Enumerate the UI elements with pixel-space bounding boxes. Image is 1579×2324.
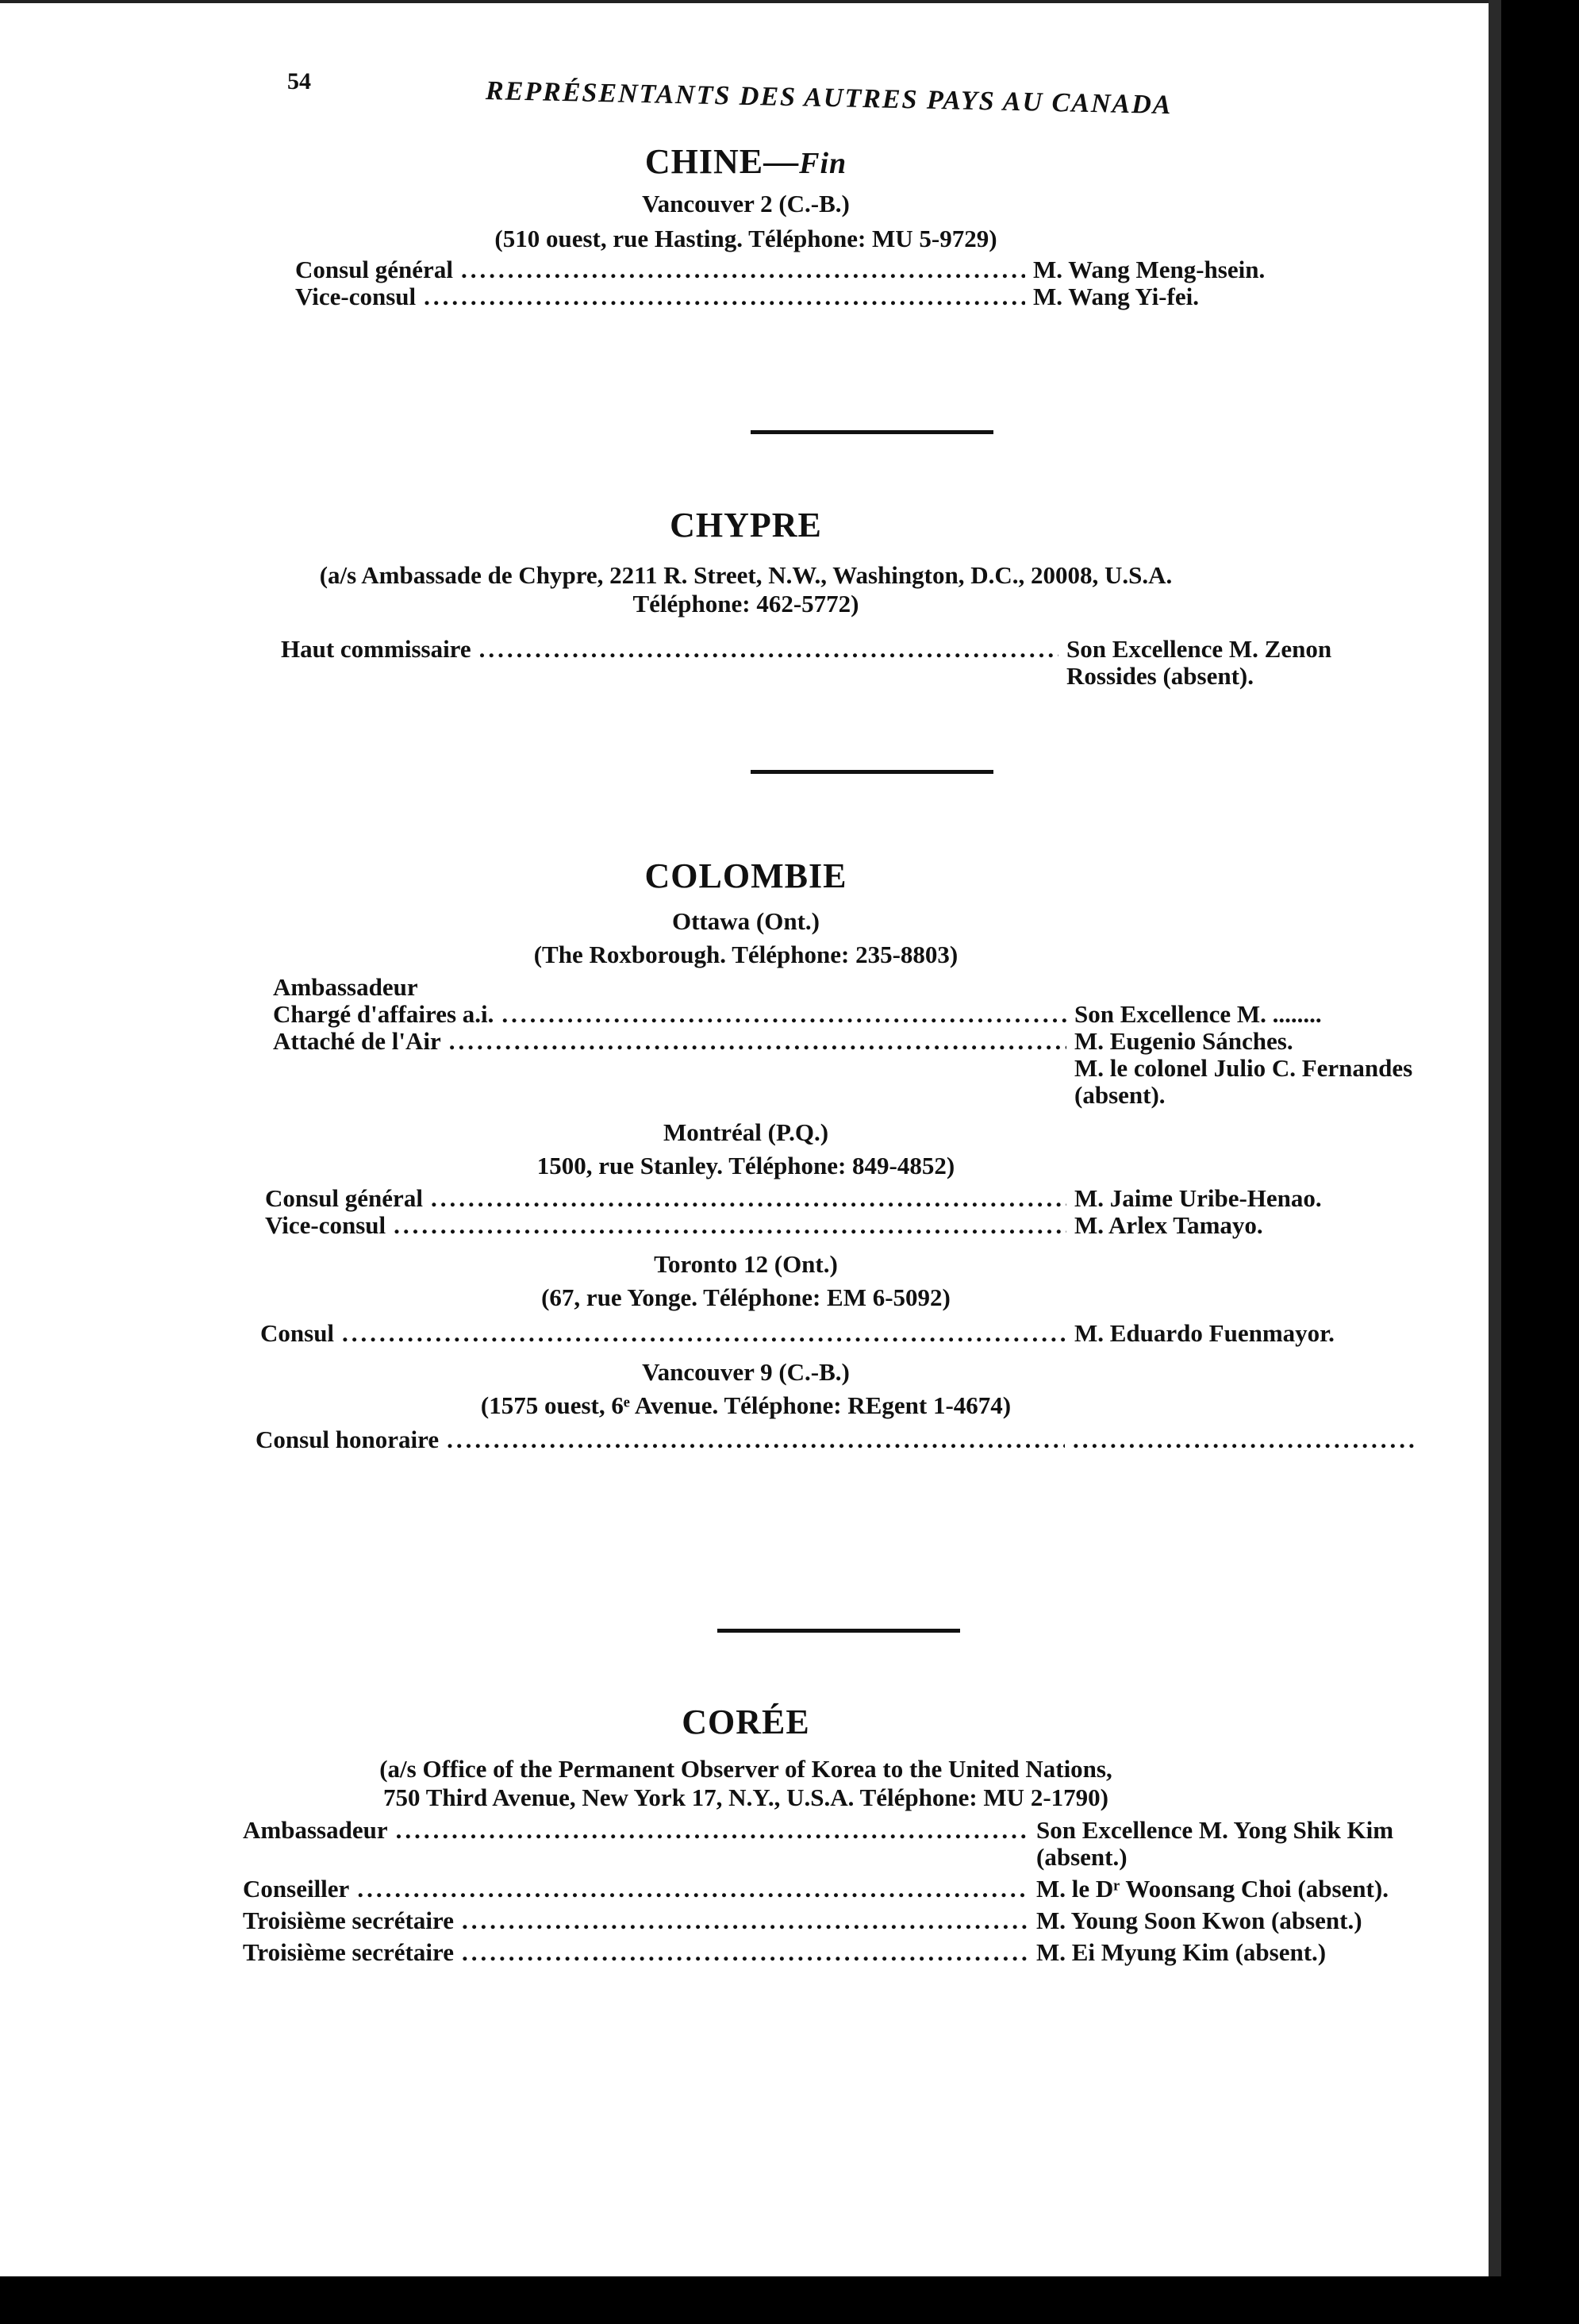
staff-name: M. Jaime Uribe-Henao. [1074, 1184, 1322, 1212]
staff-name: M. Eugenio Sánches. [1074, 1027, 1293, 1055]
staff-title: Consul général [295, 256, 453, 283]
dot-leader [479, 636, 1058, 663]
staff-entry [243, 1907, 1417, 1934]
section-coree [0, 1702, 1492, 1966]
dot-leader [462, 1907, 1028, 1934]
section-divider [751, 770, 993, 774]
staff-title: Troisième secrétaire [243, 1938, 454, 1966]
staff-title: Troisième secrétaire [243, 1907, 454, 1934]
scan-border-right [1501, 0, 1579, 2324]
office-address: (1575 ouest, 6ᵉ Avenue. Téléphone: REgent 1-4674) [480, 1391, 1012, 1419]
staff-list [281, 636, 1400, 690]
country-suffix: Fin [799, 147, 847, 180]
dot-leader [462, 1939, 1028, 1966]
staff-title: Haut commissaire [281, 635, 471, 663]
address-line: (a/s Ambassade de Chypre, 2211 R. Street, N.W., Washington, D.C., 20008, U.S.A. [319, 561, 1173, 589]
staff-entry [243, 1876, 1417, 1903]
dot-leader [461, 256, 1025, 283]
staff-name: Son Excellence M. Zenon Rossides (absent). [1066, 635, 1332, 690]
office-city: Montréal (P.Q.) [663, 1118, 829, 1146]
staff-entry [281, 636, 1400, 690]
staff-entry [273, 1001, 1416, 1028]
staff-name [1073, 1426, 1414, 1453]
staff-title: Consul général [265, 1184, 423, 1212]
office-address: (The Roxborough. Téléphone: 235-8803) [533, 941, 959, 968]
address-line: Téléphone: 462-5772) [632, 590, 859, 618]
dot-leader [357, 1876, 1028, 1903]
scan-border-top [0, 0, 1579, 3]
staff-entry [295, 256, 1374, 283]
dot-leader [342, 1320, 1066, 1347]
staff-name: Son Excellence M. Yong Shik Kim (absent.) [1036, 1816, 1394, 1871]
dot-leader [447, 1426, 1065, 1453]
staff-list [265, 1185, 1416, 1239]
staff-title: Ambassadeur [273, 973, 418, 1001]
office-address: (510 ouest, rue Hasting. Téléphone: MU 5-9729) [494, 225, 997, 252]
staff-entry [265, 1212, 1416, 1239]
staff-entry [273, 1028, 1416, 1055]
staff-entry [243, 1939, 1417, 1966]
dot-leader [424, 283, 1025, 310]
staff-name: M. Eduardo Fuenmayor. [1074, 1319, 1335, 1347]
staff-title: Conseiller [243, 1875, 350, 1903]
staff-list [295, 256, 1374, 310]
staff-name: M. Wang Yi-fei. [1033, 283, 1199, 310]
section-colombie [0, 856, 1492, 1453]
office-address: (67, rue Yonge. Téléphone: EM 6-5092) [541, 1283, 951, 1311]
scan-border-bottom [0, 2276, 1579, 2324]
dot-leader [501, 1001, 1066, 1028]
staff-title: Vice-consul [265, 1211, 386, 1239]
staff-name: M. Ei Myung Kim (absent.) [1036, 1938, 1327, 1966]
dot-leader [394, 1212, 1066, 1239]
staff-name: M. le Dʳ Woonsang Choi (absent). [1036, 1875, 1389, 1903]
staff-title: Chargé d'affaires a.i. [273, 1000, 494, 1028]
office-city: Vancouver 2 (C.-B.) [642, 190, 850, 217]
staff-name: M. Wang Meng-hsein. [1033, 256, 1266, 283]
dot-leader [449, 1028, 1066, 1055]
staff-entry [273, 974, 1416, 1001]
country-heading: CORÉE [682, 1703, 810, 1741]
running-title: REPRÉSENTANTS DES AUTRES PAYS AU CANADA [485, 76, 1173, 121]
country-heading: CHYPRE [670, 506, 822, 544]
dot-leader [431, 1185, 1066, 1212]
staff-list [255, 1426, 1414, 1453]
country-name: CHINE— [644, 142, 800, 181]
staff-name: M. le colonel Julio C. Fernandes (absent). [1074, 1054, 1413, 1109]
section-divider [751, 430, 993, 434]
country-heading [0, 141, 1492, 182]
office-address: 1500, rue Stanley. Téléphone: 849-4852) [536, 1152, 955, 1179]
staff-list [273, 974, 1416, 1109]
country-heading: COLOMBIE [644, 856, 847, 895]
staff-title: Consul honoraire [255, 1426, 440, 1453]
staff-title: Vice-consul [295, 283, 417, 310]
page-number: 54 [287, 68, 311, 94]
dot-leader [396, 1817, 1028, 1844]
staff-name: Son Excellence M. ........ [1074, 1000, 1322, 1028]
staff-title: Attaché de l'Air [273, 1027, 441, 1055]
staff-entry [260, 1320, 1416, 1347]
office-address [0, 1755, 1492, 1812]
staff-entry [265, 1185, 1416, 1212]
address-line: (a/s Office of the Permanent Observer of Korea to the United Nations, [379, 1755, 1112, 1783]
staff-title: Consul [260, 1319, 335, 1347]
section-divider [717, 1629, 960, 1633]
staff-entry [243, 1817, 1417, 1871]
staff-list [243, 1817, 1417, 1966]
staff-entry [255, 1426, 1414, 1453]
staff-name: M. Young Soon Kwon (absent.) [1036, 1907, 1362, 1934]
office-city: Ottawa (Ont.) [672, 907, 820, 935]
office-address [0, 561, 1492, 618]
staff-name: M. Arlex Tamayo. [1074, 1211, 1263, 1239]
office-city: Toronto 12 (Ont.) [654, 1250, 838, 1278]
staff-list [260, 1320, 1416, 1347]
staff-title: Ambassadeur [243, 1816, 388, 1844]
section-chypre [0, 505, 1492, 690]
office-city: Vancouver 9 (C.-B.) [642, 1358, 850, 1386]
staff-entry [295, 283, 1374, 310]
section-chine [0, 141, 1492, 310]
staff-entry [273, 1055, 1416, 1109]
address-line: 750 Third Avenue, New York 17, N.Y., U.S.A. Téléphone: MU 2-1790) [383, 1783, 1108, 1811]
